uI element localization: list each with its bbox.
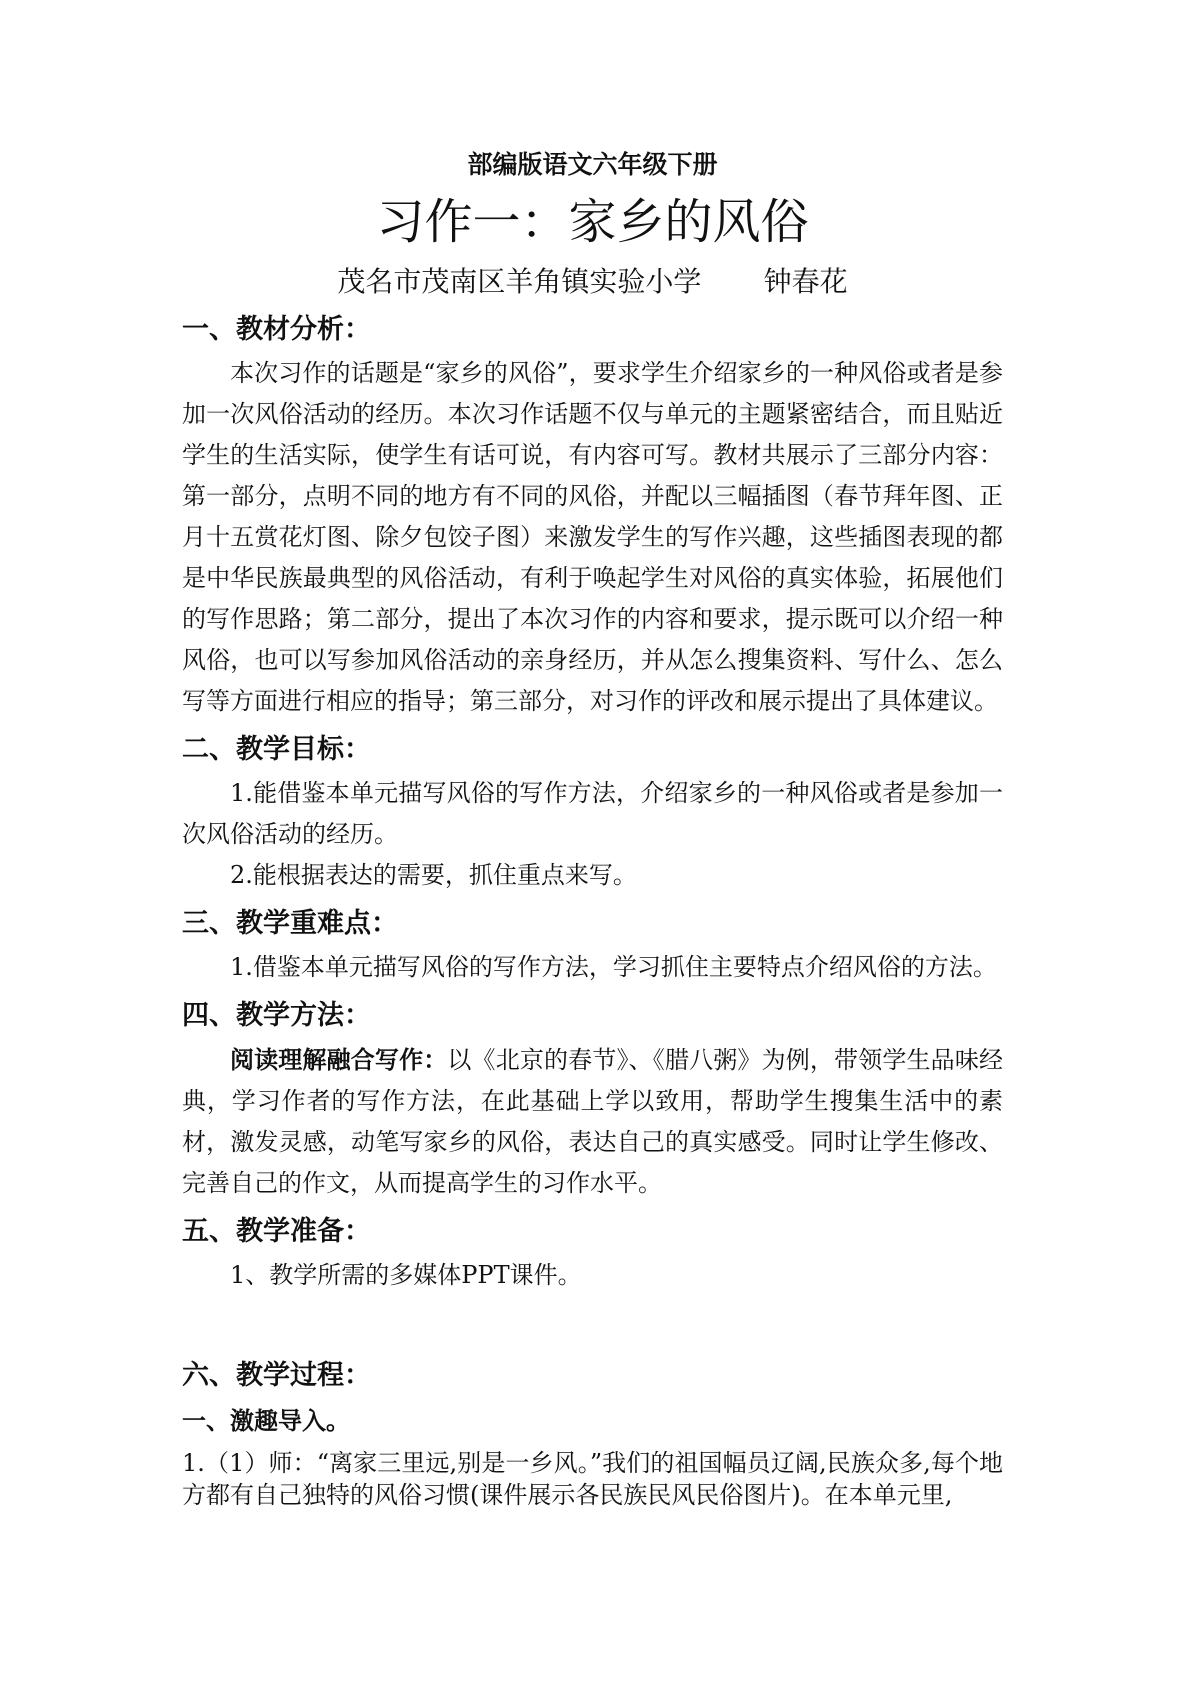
section-heading-methods: 四、教学方法： xyxy=(182,1000,371,1032)
author-line: 茂名市茂南区羊角镇实验小学 钟春花 xyxy=(337,264,848,298)
section-spacer xyxy=(182,1296,1003,1348)
process-item-1: 1.（1）师：“离家三里远,别是一乡风。”我们的祖国幅员辽阔,民族众多,每个地方都有自己独特的风俗习惯(课件展示各民族民风民俗图片)。在本单元里, xyxy=(182,1449,1003,1510)
section-heading-goals: 二、教学目标： xyxy=(182,734,371,766)
methods-text: 以《北京的春节》、《腊八粥》为例，带领学生品味经典，学习作者的写作方法，在此基础上学以致用，帮助学生搜集生活中的素材，激发灵感，动笔写家乡的风俗，表达自己的真实感受。同时让学生修改、完善自己的作文，从而提高学生的习作水平。 xyxy=(182,1046,1003,1198)
section-heading-key-points: 三、教学重难点： xyxy=(182,908,398,940)
section-heading-analysis: 一、教材分析： xyxy=(182,313,371,345)
section-heading-process: 六、教学过程： xyxy=(182,1360,371,1392)
goal-item-1: 1.能借鉴本单元描写风俗的写作方法，介绍家乡的一种风俗或者是参加一次风俗活动的经历。 xyxy=(182,779,1003,849)
methods-paragraph xyxy=(182,1039,1003,1204)
preparation-item-1: 1、教学所需的多媒体PPT课件。 xyxy=(230,1261,582,1290)
sub-heading-intro: 一、激趣导入。 xyxy=(182,1405,350,1435)
methods-lead: 阅读理解融合写作： xyxy=(230,1045,448,1075)
goal-item-2: 2.能根据表达的需要，抓住重点来写。 xyxy=(230,861,637,890)
analysis-paragraph: 本次习作的话题是“家乡的风俗”，要求学生介绍家乡的一种风俗或者是参加一次风俗活动的经历。本次习作话题不仅与单元的主题紧密结合，而且贴近学生的生活实际，使学生有话可说，有内容可写。教材共展示了三部分内容：第一部分，点明不同的地方有不同的风俗，并配以三幅插图（春节拜年图、正月十五赏花灯图、除夕包饺子图）来激发学生的写作兴趣，这些插图表现的都是中华民族最典型的风俗活动，有利于唤起学生对风俗的真实体验，拓展他们的写作思路；第二部分，提出了本次习作的内容和要求，提示既可以介绍一种风俗，也可以写参加风俗活动的亲身经历，并从怎么搜集资料、写什么、怎么写等方面进行相应的指导；第三部分，对习作的评改和展示提出了具体建议。 xyxy=(182,359,1003,716)
section-heading-preparation: 五、教学准备： xyxy=(182,1216,371,1248)
grade-label: 部编版语文六年级下册 xyxy=(467,150,718,179)
document-title: 习作一：家乡的风俗 xyxy=(376,194,809,250)
key-point-item-1: 1.借鉴本单元描写风俗的写作方法，学习抓住主要特点介绍风俗的方法。 xyxy=(230,953,997,982)
